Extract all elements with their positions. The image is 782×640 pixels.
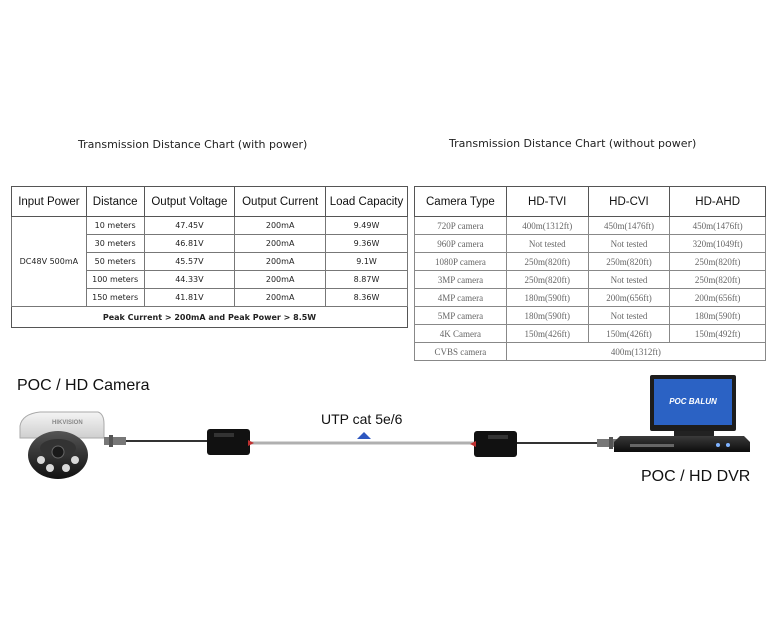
tvi-cell: 400m(1312ft) — [506, 217, 588, 235]
camera-type-cell: 720P camera — [415, 217, 507, 235]
load-cell: 9.1W — [326, 253, 408, 271]
distance-cell: 30 meters — [86, 235, 144, 253]
camera-type-cell: CVBS camera — [415, 343, 507, 361]
camera-type-cell: 1080P camera — [415, 253, 507, 271]
distance-cell: 10 meters — [86, 217, 144, 235]
cvi-cell: Not tested — [588, 307, 670, 325]
camera-type-cell: 4MP camera — [415, 289, 507, 307]
voltage-cell: 41.81V — [144, 289, 235, 307]
cvi-cell: 150m(426ft) — [588, 325, 670, 343]
tvi-cell: 180m(590ft) — [506, 289, 588, 307]
dvr-screen-text: POC BALUN — [669, 397, 717, 406]
header-output-current: Output Current — [235, 187, 326, 217]
tvi-cell: 150m(426ft) — [506, 325, 588, 343]
ahd-cell: 450m(1476ft) — [670, 217, 766, 235]
dome-camera-icon — [20, 412, 104, 479]
ahd-cell: 200m(656ft) — [670, 289, 766, 307]
voltage-cell: 44.33V — [144, 271, 235, 289]
distance-cell: 50 meters — [86, 253, 144, 271]
bnc-connector-icon — [104, 437, 126, 445]
header-hd-tvi: HD-TVI — [506, 187, 588, 217]
cvi-cell: Not tested — [588, 235, 670, 253]
tvi-cell: 250m(820ft) — [506, 271, 588, 289]
current-cell: 200mA — [235, 217, 326, 235]
cvbs-value-cell: 400m(1312ft) — [506, 343, 765, 361]
voltage-cell: 45.57V — [144, 253, 235, 271]
tvi-cell: 250m(820ft) — [506, 253, 588, 271]
balun-left-icon — [207, 429, 254, 455]
header-input-power: Input Power — [12, 187, 87, 217]
camera-brand-logo: HIKVISION — [52, 420, 83, 426]
ahd-cell: 250m(820ft) — [670, 253, 766, 271]
arrow-up-icon — [357, 432, 371, 439]
peak-note: Peak Current > 200mA and Peak Power > 8.5W — [12, 307, 408, 328]
ahd-cell: 250m(820ft) — [670, 271, 766, 289]
dvr-label: POC / HD DVR — [641, 468, 751, 485]
header-output-voltage: Output Voltage — [144, 187, 235, 217]
cvi-cell: 450m(1476ft) — [588, 217, 670, 235]
load-cell: 8.87W — [326, 271, 408, 289]
voltage-cell: 46.81V — [144, 235, 235, 253]
load-cell: 8.36W — [326, 289, 408, 307]
cvi-cell: 200m(656ft) — [588, 289, 670, 307]
cvi-cell: Not tested — [588, 271, 670, 289]
distance-cell: 150 meters — [86, 289, 144, 307]
current-cell: 200mA — [235, 253, 326, 271]
load-cell: 9.36W — [326, 235, 408, 253]
dvr-icon — [614, 375, 750, 452]
header-camera-type: Camera Type — [415, 187, 507, 217]
camera-type-cell: 3MP camera — [415, 271, 507, 289]
header-hd-ahd: HD-AHD — [670, 187, 766, 217]
cable-label: UTP cat 5e/6 — [321, 411, 403, 427]
balun-right-icon — [470, 431, 517, 457]
without-power-chart-title: Transmission Distance Chart (without power) — [449, 137, 697, 150]
header-hd-cvi: HD-CVI — [588, 187, 670, 217]
camera-type-cell: 4K Camera — [415, 325, 507, 343]
tvi-cell: Not tested — [506, 235, 588, 253]
with-power-chart-title: Transmission Distance Chart (with power) — [78, 138, 308, 151]
camera-label: POC / HD Camera — [17, 377, 150, 394]
current-cell: 200mA — [235, 235, 326, 253]
ahd-cell: 320m(1049ft) — [670, 235, 766, 253]
camera-type-cell: 5MP camera — [415, 307, 507, 325]
ahd-cell: 150m(492ft) — [670, 325, 766, 343]
current-cell: 200mA — [235, 289, 326, 307]
current-cell: 200mA — [235, 271, 326, 289]
header-distance: Distance — [86, 187, 144, 217]
load-cell: 9.49W — [326, 217, 408, 235]
input-power-cell: DC48V 500mA — [12, 217, 87, 307]
cvi-cell: 250m(820ft) — [588, 253, 670, 271]
voltage-cell: 47.45V — [144, 217, 235, 235]
camera-type-cell: 960P camera — [415, 235, 507, 253]
tvi-cell: 180m(590ft) — [506, 307, 588, 325]
ahd-cell: 180m(590ft) — [670, 307, 766, 325]
header-load-capacity: Load Capacity — [326, 187, 408, 217]
distance-cell: 100 meters — [86, 271, 144, 289]
